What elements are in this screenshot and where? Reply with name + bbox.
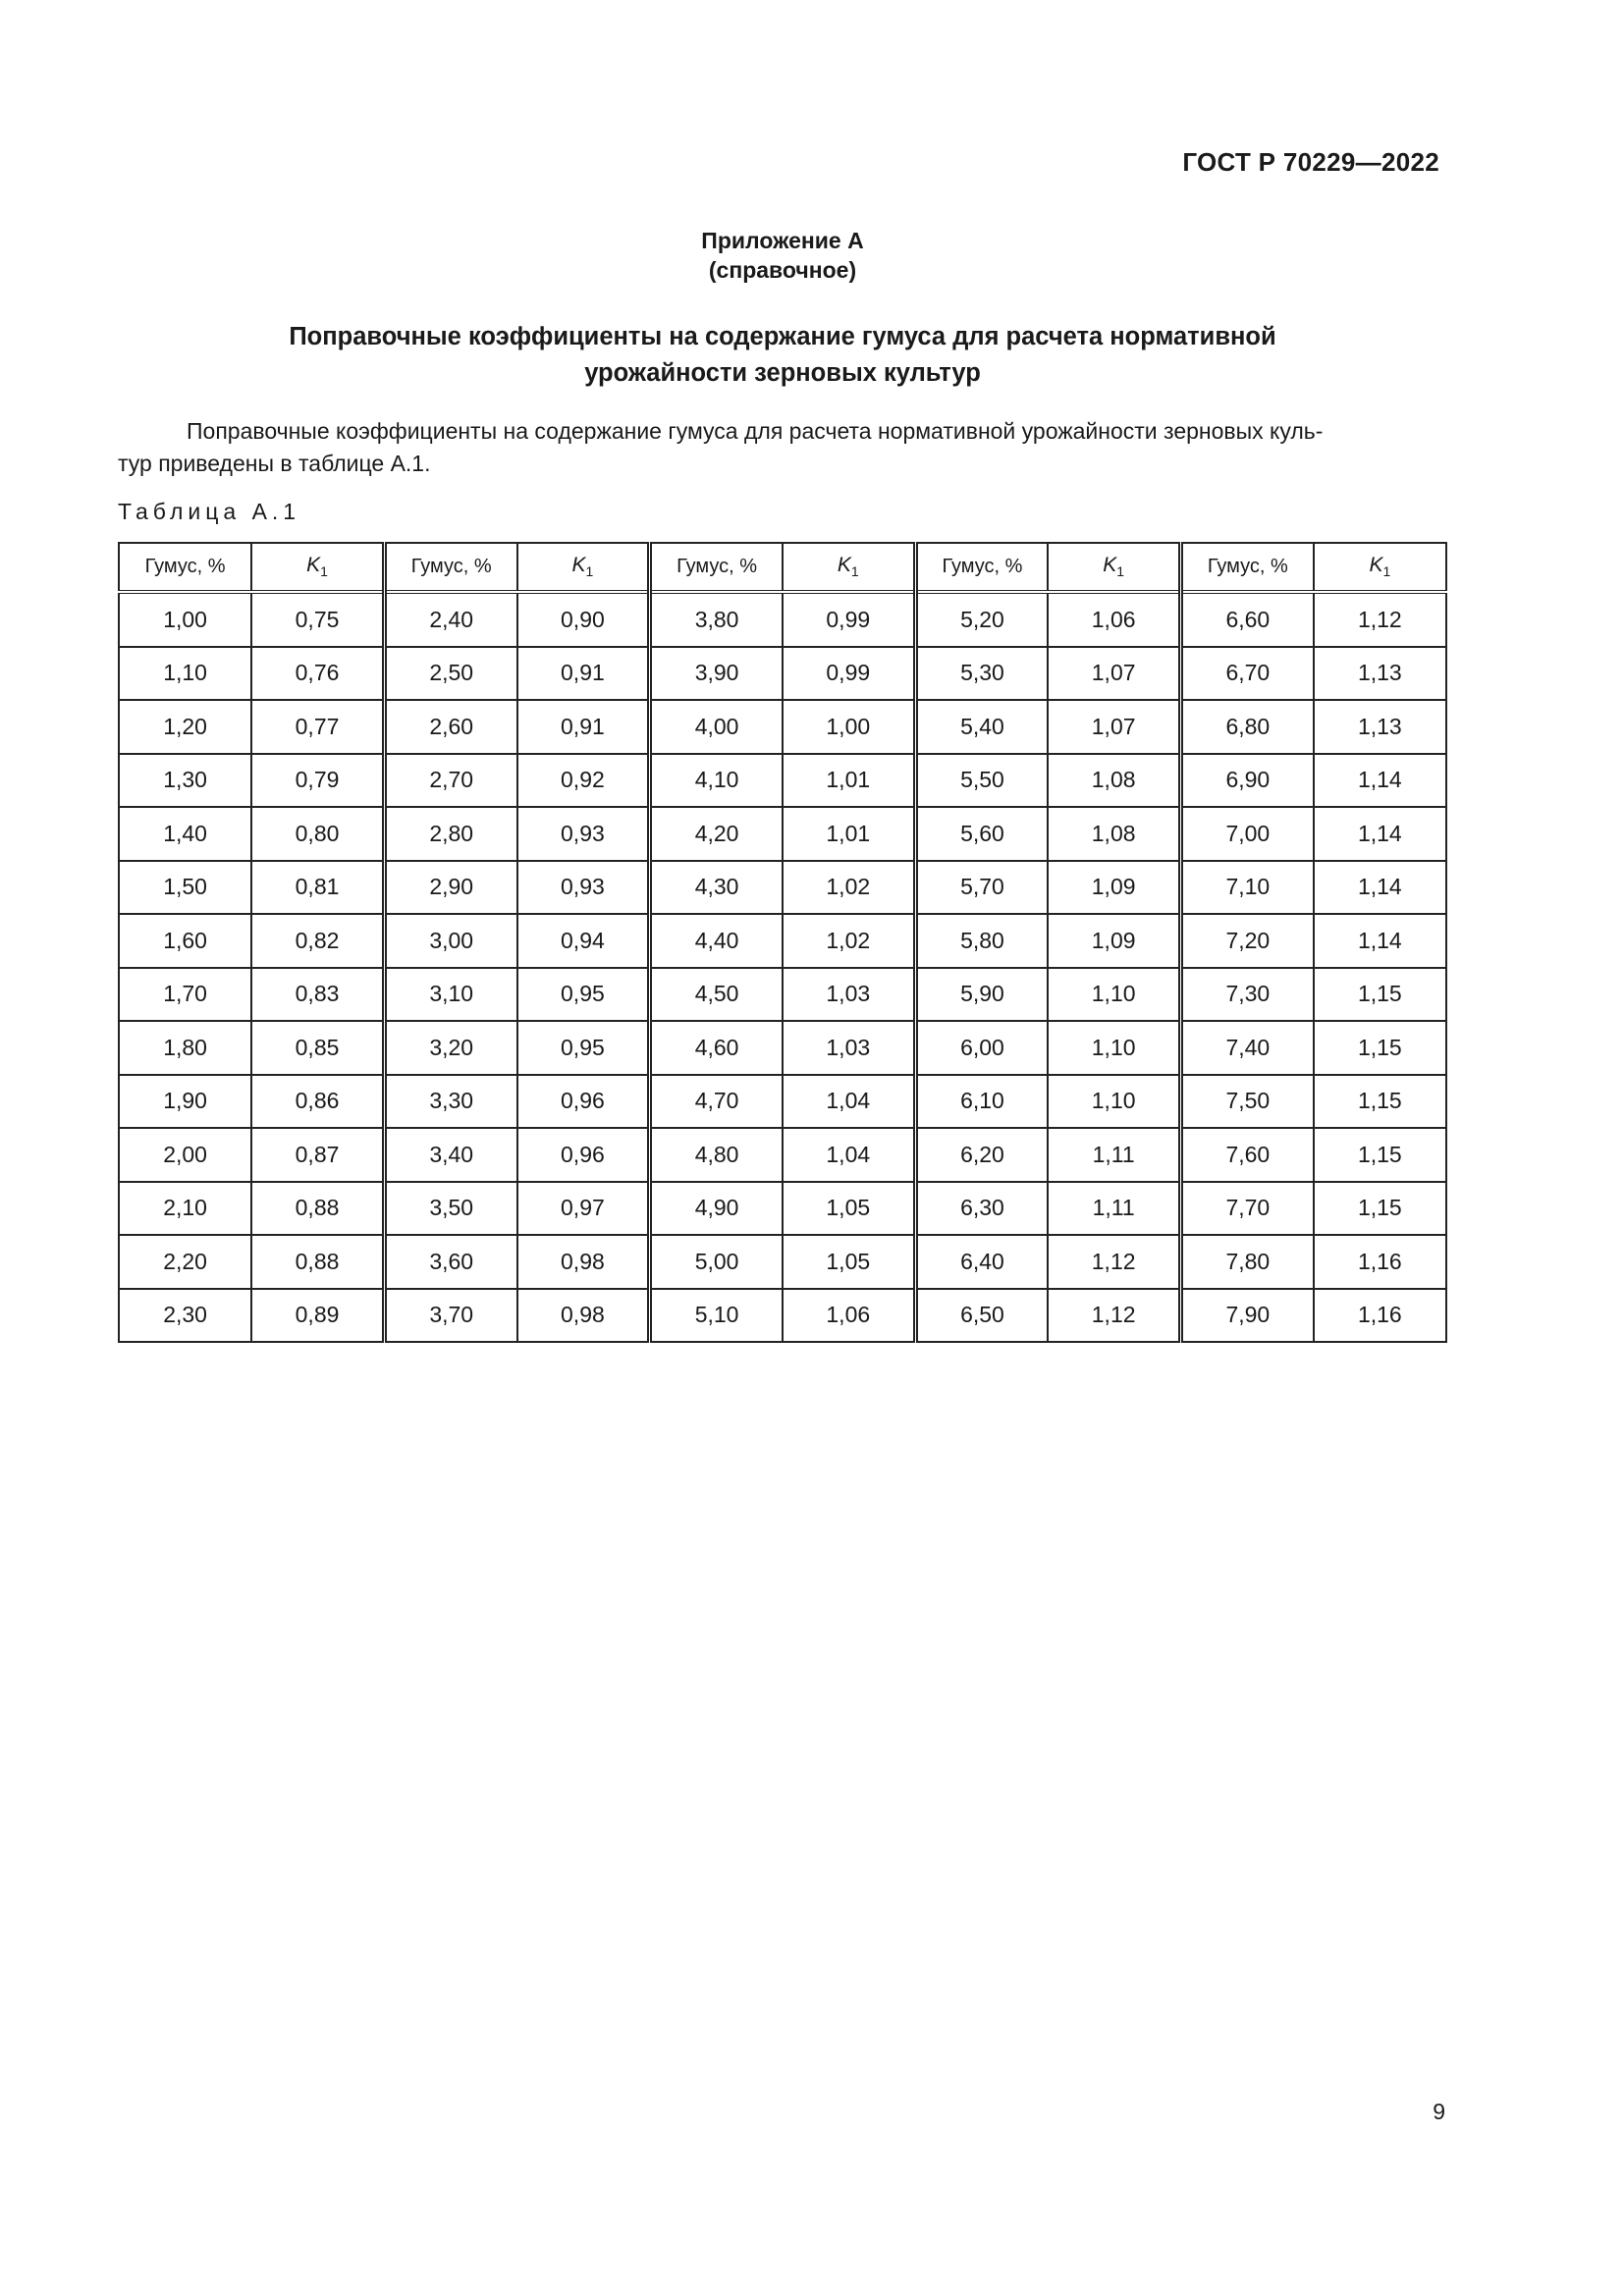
humus-value-cell: 4,30 bbox=[650, 861, 783, 915]
table-row bbox=[119, 1235, 1446, 1289]
k-letter: K bbox=[837, 554, 851, 577]
humus-value-cell: 2,90 bbox=[384, 861, 516, 915]
table-header-row bbox=[119, 543, 1446, 592]
k-letter: K bbox=[571, 554, 586, 577]
humus-value-cell: 2,30 bbox=[119, 1289, 251, 1343]
humus-value-cell: 4,50 bbox=[650, 968, 783, 1022]
humus-value-cell: 6,10 bbox=[915, 1075, 1048, 1129]
table-row bbox=[119, 1021, 1446, 1075]
humus-value-cell: 7,90 bbox=[1181, 1289, 1314, 1343]
k1-value-cell: 1,10 bbox=[1048, 1021, 1180, 1075]
k1-value-cell: 1,15 bbox=[1314, 968, 1446, 1022]
k1-value-cell: 1,10 bbox=[1048, 1075, 1180, 1129]
humus-value-cell: 5,00 bbox=[650, 1235, 783, 1289]
k1-value-cell: 1,09 bbox=[1048, 861, 1180, 915]
k1-value-cell: 1,16 bbox=[1314, 1235, 1446, 1289]
humus-value-cell: 3,40 bbox=[384, 1128, 516, 1182]
k1-value-cell: 0,99 bbox=[783, 592, 915, 647]
table-row bbox=[119, 1128, 1446, 1182]
k1-value-cell: 1,14 bbox=[1314, 914, 1446, 968]
k1-value-cell: 0,77 bbox=[251, 700, 384, 754]
humus-value-cell: 7,40 bbox=[1181, 1021, 1314, 1075]
humus-value-cell: 2,10 bbox=[119, 1182, 251, 1236]
humus-value-cell: 5,80 bbox=[915, 914, 1048, 968]
k1-value-cell: 1,15 bbox=[1314, 1182, 1446, 1236]
humus-value-cell: 6,80 bbox=[1181, 700, 1314, 754]
humus-value-cell: 6,30 bbox=[915, 1182, 1048, 1236]
humus-value-cell: 1,70 bbox=[119, 968, 251, 1022]
table-row bbox=[119, 968, 1446, 1022]
humus-value-cell: 1,00 bbox=[119, 592, 251, 647]
k1-value-cell: 0,99 bbox=[783, 647, 915, 701]
k1-value-cell: 1,10 bbox=[1048, 968, 1180, 1022]
k1-value-cell: 0,93 bbox=[517, 807, 650, 861]
humus-value-cell: 7,50 bbox=[1181, 1075, 1314, 1129]
humus-value-cell: 1,60 bbox=[119, 914, 251, 968]
humus-value-cell: 2,60 bbox=[384, 700, 516, 754]
intro-line-1: Поправочные коэффициенты на содержание гумуса для расчета нормативной урожайности зерновых куль- bbox=[187, 418, 1324, 444]
humus-value-cell: 5,10 bbox=[650, 1289, 783, 1343]
humus-value-cell: 6,90 bbox=[1181, 754, 1314, 808]
k-subscript: 1 bbox=[1116, 563, 1125, 580]
humus-value-cell: 1,50 bbox=[119, 861, 251, 915]
humus-value-cell: 1,30 bbox=[119, 754, 251, 808]
k1-value-cell: 1,00 bbox=[783, 700, 915, 754]
header-humus: Гумус, % bbox=[384, 543, 516, 592]
k1-value-cell: 0,79 bbox=[251, 754, 384, 808]
humus-value-cell: 3,00 bbox=[384, 914, 516, 968]
table-row bbox=[119, 1182, 1446, 1236]
k1-value-cell: 1,12 bbox=[1048, 1289, 1180, 1343]
table-body bbox=[119, 592, 1446, 1342]
intro-paragraph bbox=[118, 415, 1448, 480]
humus-value-cell: 3,80 bbox=[650, 592, 783, 647]
k1-value-cell: 1,04 bbox=[783, 1075, 915, 1129]
section-title-line-2: урожайности зерновых культур bbox=[584, 359, 981, 387]
k1-value-cell: 1,06 bbox=[1048, 592, 1180, 647]
header-humus: Гумус, % bbox=[650, 543, 783, 592]
k1-value-cell: 0,98 bbox=[517, 1235, 650, 1289]
header-humus: Гумус, % bbox=[915, 543, 1048, 592]
humus-value-cell: 1,20 bbox=[119, 700, 251, 754]
humus-value-cell: 5,20 bbox=[915, 592, 1048, 647]
k1-value-cell: 0,97 bbox=[517, 1182, 650, 1236]
humus-value-cell: 2,50 bbox=[384, 647, 516, 701]
k-subscript: 1 bbox=[585, 563, 594, 580]
k1-value-cell: 0,76 bbox=[251, 647, 384, 701]
humus-value-cell: 7,00 bbox=[1181, 807, 1314, 861]
k1-value-cell: 0,89 bbox=[251, 1289, 384, 1343]
k1-value-cell: 0,95 bbox=[517, 1021, 650, 1075]
humus-value-cell: 3,30 bbox=[384, 1075, 516, 1129]
k1-value-cell: 0,91 bbox=[517, 700, 650, 754]
table-row bbox=[119, 592, 1446, 647]
humus-value-cell: 7,60 bbox=[1181, 1128, 1314, 1182]
k1-value-cell: 1,14 bbox=[1314, 754, 1446, 808]
k-letter: K bbox=[1103, 554, 1117, 577]
k1-value-cell: 1,06 bbox=[783, 1289, 915, 1343]
humus-value-cell: 7,70 bbox=[1181, 1182, 1314, 1236]
header-k1 bbox=[1314, 543, 1446, 592]
header-humus: Гумус, % bbox=[119, 543, 251, 592]
header-k1 bbox=[517, 543, 650, 592]
appendix-title: Приложение А bbox=[701, 228, 864, 253]
humus-value-cell: 5,40 bbox=[915, 700, 1048, 754]
table-row bbox=[119, 700, 1446, 754]
humus-value-cell: 2,00 bbox=[119, 1128, 251, 1182]
k1-value-cell: 0,85 bbox=[251, 1021, 384, 1075]
humus-value-cell: 3,90 bbox=[650, 647, 783, 701]
k1-value-cell: 0,86 bbox=[251, 1075, 384, 1129]
section-title bbox=[0, 319, 1565, 392]
k1-value-cell: 1,08 bbox=[1048, 807, 1180, 861]
humus-value-cell: 6,50 bbox=[915, 1289, 1048, 1343]
k1-value-cell: 0,87 bbox=[251, 1128, 384, 1182]
humus-value-cell: 7,10 bbox=[1181, 861, 1314, 915]
appendix-type: (справочное) bbox=[708, 257, 857, 283]
humus-value-cell: 2,80 bbox=[384, 807, 516, 861]
k1-value-cell: 1,15 bbox=[1314, 1075, 1446, 1129]
humus-value-cell: 7,80 bbox=[1181, 1235, 1314, 1289]
humus-value-cell: 1,10 bbox=[119, 647, 251, 701]
k1-value-cell: 0,96 bbox=[517, 1075, 650, 1129]
k1-value-cell: 1,01 bbox=[783, 754, 915, 808]
humus-value-cell: 6,20 bbox=[915, 1128, 1048, 1182]
k1-value-cell: 1,02 bbox=[783, 861, 915, 915]
humus-value-cell: 6,00 bbox=[915, 1021, 1048, 1075]
k1-value-cell: 1,09 bbox=[1048, 914, 1180, 968]
k1-value-cell: 1,05 bbox=[783, 1182, 915, 1236]
k-subscript: 1 bbox=[1382, 563, 1391, 580]
k1-value-cell: 0,90 bbox=[517, 592, 650, 647]
humus-value-cell: 3,50 bbox=[384, 1182, 516, 1236]
humus-value-cell: 1,90 bbox=[119, 1075, 251, 1129]
humus-value-cell: 1,80 bbox=[119, 1021, 251, 1075]
humus-value-cell: 5,90 bbox=[915, 968, 1048, 1022]
intro-line-2: тур приведены в таблице А.1. bbox=[118, 451, 431, 476]
humus-value-cell: 2,70 bbox=[384, 754, 516, 808]
k-subscript: 1 bbox=[320, 563, 328, 580]
humus-value-cell: 4,70 bbox=[650, 1075, 783, 1129]
header-humus: Гумус, % bbox=[1181, 543, 1314, 592]
k1-value-cell: 1,11 bbox=[1048, 1182, 1180, 1236]
humus-value-cell: 4,20 bbox=[650, 807, 783, 861]
k1-value-cell: 1,03 bbox=[783, 1021, 915, 1075]
k1-value-cell: 1,08 bbox=[1048, 754, 1180, 808]
k1-value-cell: 1,07 bbox=[1048, 647, 1180, 701]
k1-value-cell: 1,02 bbox=[783, 914, 915, 968]
humus-value-cell: 1,40 bbox=[119, 807, 251, 861]
humus-coefficient-table bbox=[118, 542, 1447, 1343]
humus-value-cell: 4,80 bbox=[650, 1128, 783, 1182]
k1-value-cell: 0,82 bbox=[251, 914, 384, 968]
k1-value-cell: 1,12 bbox=[1048, 1235, 1180, 1289]
humus-value-cell: 3,10 bbox=[384, 968, 516, 1022]
k1-value-cell: 0,94 bbox=[517, 914, 650, 968]
table-row bbox=[119, 754, 1446, 808]
table-container bbox=[118, 542, 1447, 1343]
k1-value-cell: 0,91 bbox=[517, 647, 650, 701]
header-k1 bbox=[1048, 543, 1180, 592]
table-label: Таблица А.1 bbox=[118, 499, 301, 524]
humus-value-cell: 2,20 bbox=[119, 1235, 251, 1289]
humus-value-cell: 4,90 bbox=[650, 1182, 783, 1236]
section-title-line-1: Поправочные коэффициенты на содержание гумуса для расчета нормативной bbox=[289, 323, 1276, 350]
k1-value-cell: 0,98 bbox=[517, 1289, 650, 1343]
k1-value-cell: 1,07 bbox=[1048, 700, 1180, 754]
k1-value-cell: 0,83 bbox=[251, 968, 384, 1022]
k1-value-cell: 0,75 bbox=[251, 592, 384, 647]
k1-value-cell: 1,05 bbox=[783, 1235, 915, 1289]
table-row bbox=[119, 914, 1446, 968]
k1-value-cell: 0,93 bbox=[517, 861, 650, 915]
humus-value-cell: 3,20 bbox=[384, 1021, 516, 1075]
humus-value-cell: 6,40 bbox=[915, 1235, 1048, 1289]
k1-value-cell: 0,92 bbox=[517, 754, 650, 808]
k1-value-cell: 1,04 bbox=[783, 1128, 915, 1182]
humus-value-cell: 2,40 bbox=[384, 592, 516, 647]
k1-value-cell: 0,81 bbox=[251, 861, 384, 915]
humus-value-cell: 7,30 bbox=[1181, 968, 1314, 1022]
appendix-heading bbox=[0, 226, 1565, 285]
table-row bbox=[119, 1289, 1446, 1343]
k1-value-cell: 1,11 bbox=[1048, 1128, 1180, 1182]
k1-value-cell: 1,15 bbox=[1314, 1128, 1446, 1182]
table-row bbox=[119, 861, 1446, 915]
humus-value-cell: 5,50 bbox=[915, 754, 1048, 808]
humus-value-cell: 6,70 bbox=[1181, 647, 1314, 701]
k1-value-cell: 0,88 bbox=[251, 1182, 384, 1236]
humus-value-cell: 3,60 bbox=[384, 1235, 516, 1289]
k1-value-cell: 1,16 bbox=[1314, 1289, 1446, 1343]
header-k1 bbox=[783, 543, 915, 592]
table-row bbox=[119, 647, 1446, 701]
table-row bbox=[119, 1075, 1446, 1129]
k1-value-cell: 1,01 bbox=[783, 807, 915, 861]
humus-value-cell: 7,20 bbox=[1181, 914, 1314, 968]
k1-value-cell: 0,88 bbox=[251, 1235, 384, 1289]
k1-value-cell: 1,13 bbox=[1314, 700, 1446, 754]
k1-value-cell: 0,95 bbox=[517, 968, 650, 1022]
humus-value-cell: 4,40 bbox=[650, 914, 783, 968]
humus-value-cell: 5,70 bbox=[915, 861, 1048, 915]
k1-value-cell: 0,96 bbox=[517, 1128, 650, 1182]
page-number: 9 bbox=[1433, 2099, 1445, 2124]
k1-value-cell: 1,14 bbox=[1314, 861, 1446, 915]
k1-value-cell: 1,13 bbox=[1314, 647, 1446, 701]
k1-value-cell: 1,15 bbox=[1314, 1021, 1446, 1075]
k-subscript: 1 bbox=[850, 563, 859, 580]
k1-value-cell: 0,80 bbox=[251, 807, 384, 861]
k-letter: K bbox=[306, 554, 321, 577]
humus-value-cell: 4,00 bbox=[650, 700, 783, 754]
k1-value-cell: 1,03 bbox=[783, 968, 915, 1022]
document-code: ГОСТ Р 70229—2022 bbox=[1182, 147, 1439, 177]
k1-value-cell: 1,12 bbox=[1314, 592, 1446, 647]
humus-value-cell: 4,60 bbox=[650, 1021, 783, 1075]
humus-value-cell: 5,60 bbox=[915, 807, 1048, 861]
k1-value-cell: 1,14 bbox=[1314, 807, 1446, 861]
k-letter: K bbox=[1369, 554, 1383, 577]
table-row bbox=[119, 807, 1446, 861]
humus-value-cell: 5,30 bbox=[915, 647, 1048, 701]
humus-value-cell: 6,60 bbox=[1181, 592, 1314, 647]
humus-value-cell: 3,70 bbox=[384, 1289, 516, 1343]
humus-value-cell: 4,10 bbox=[650, 754, 783, 808]
header-k1 bbox=[251, 543, 384, 592]
